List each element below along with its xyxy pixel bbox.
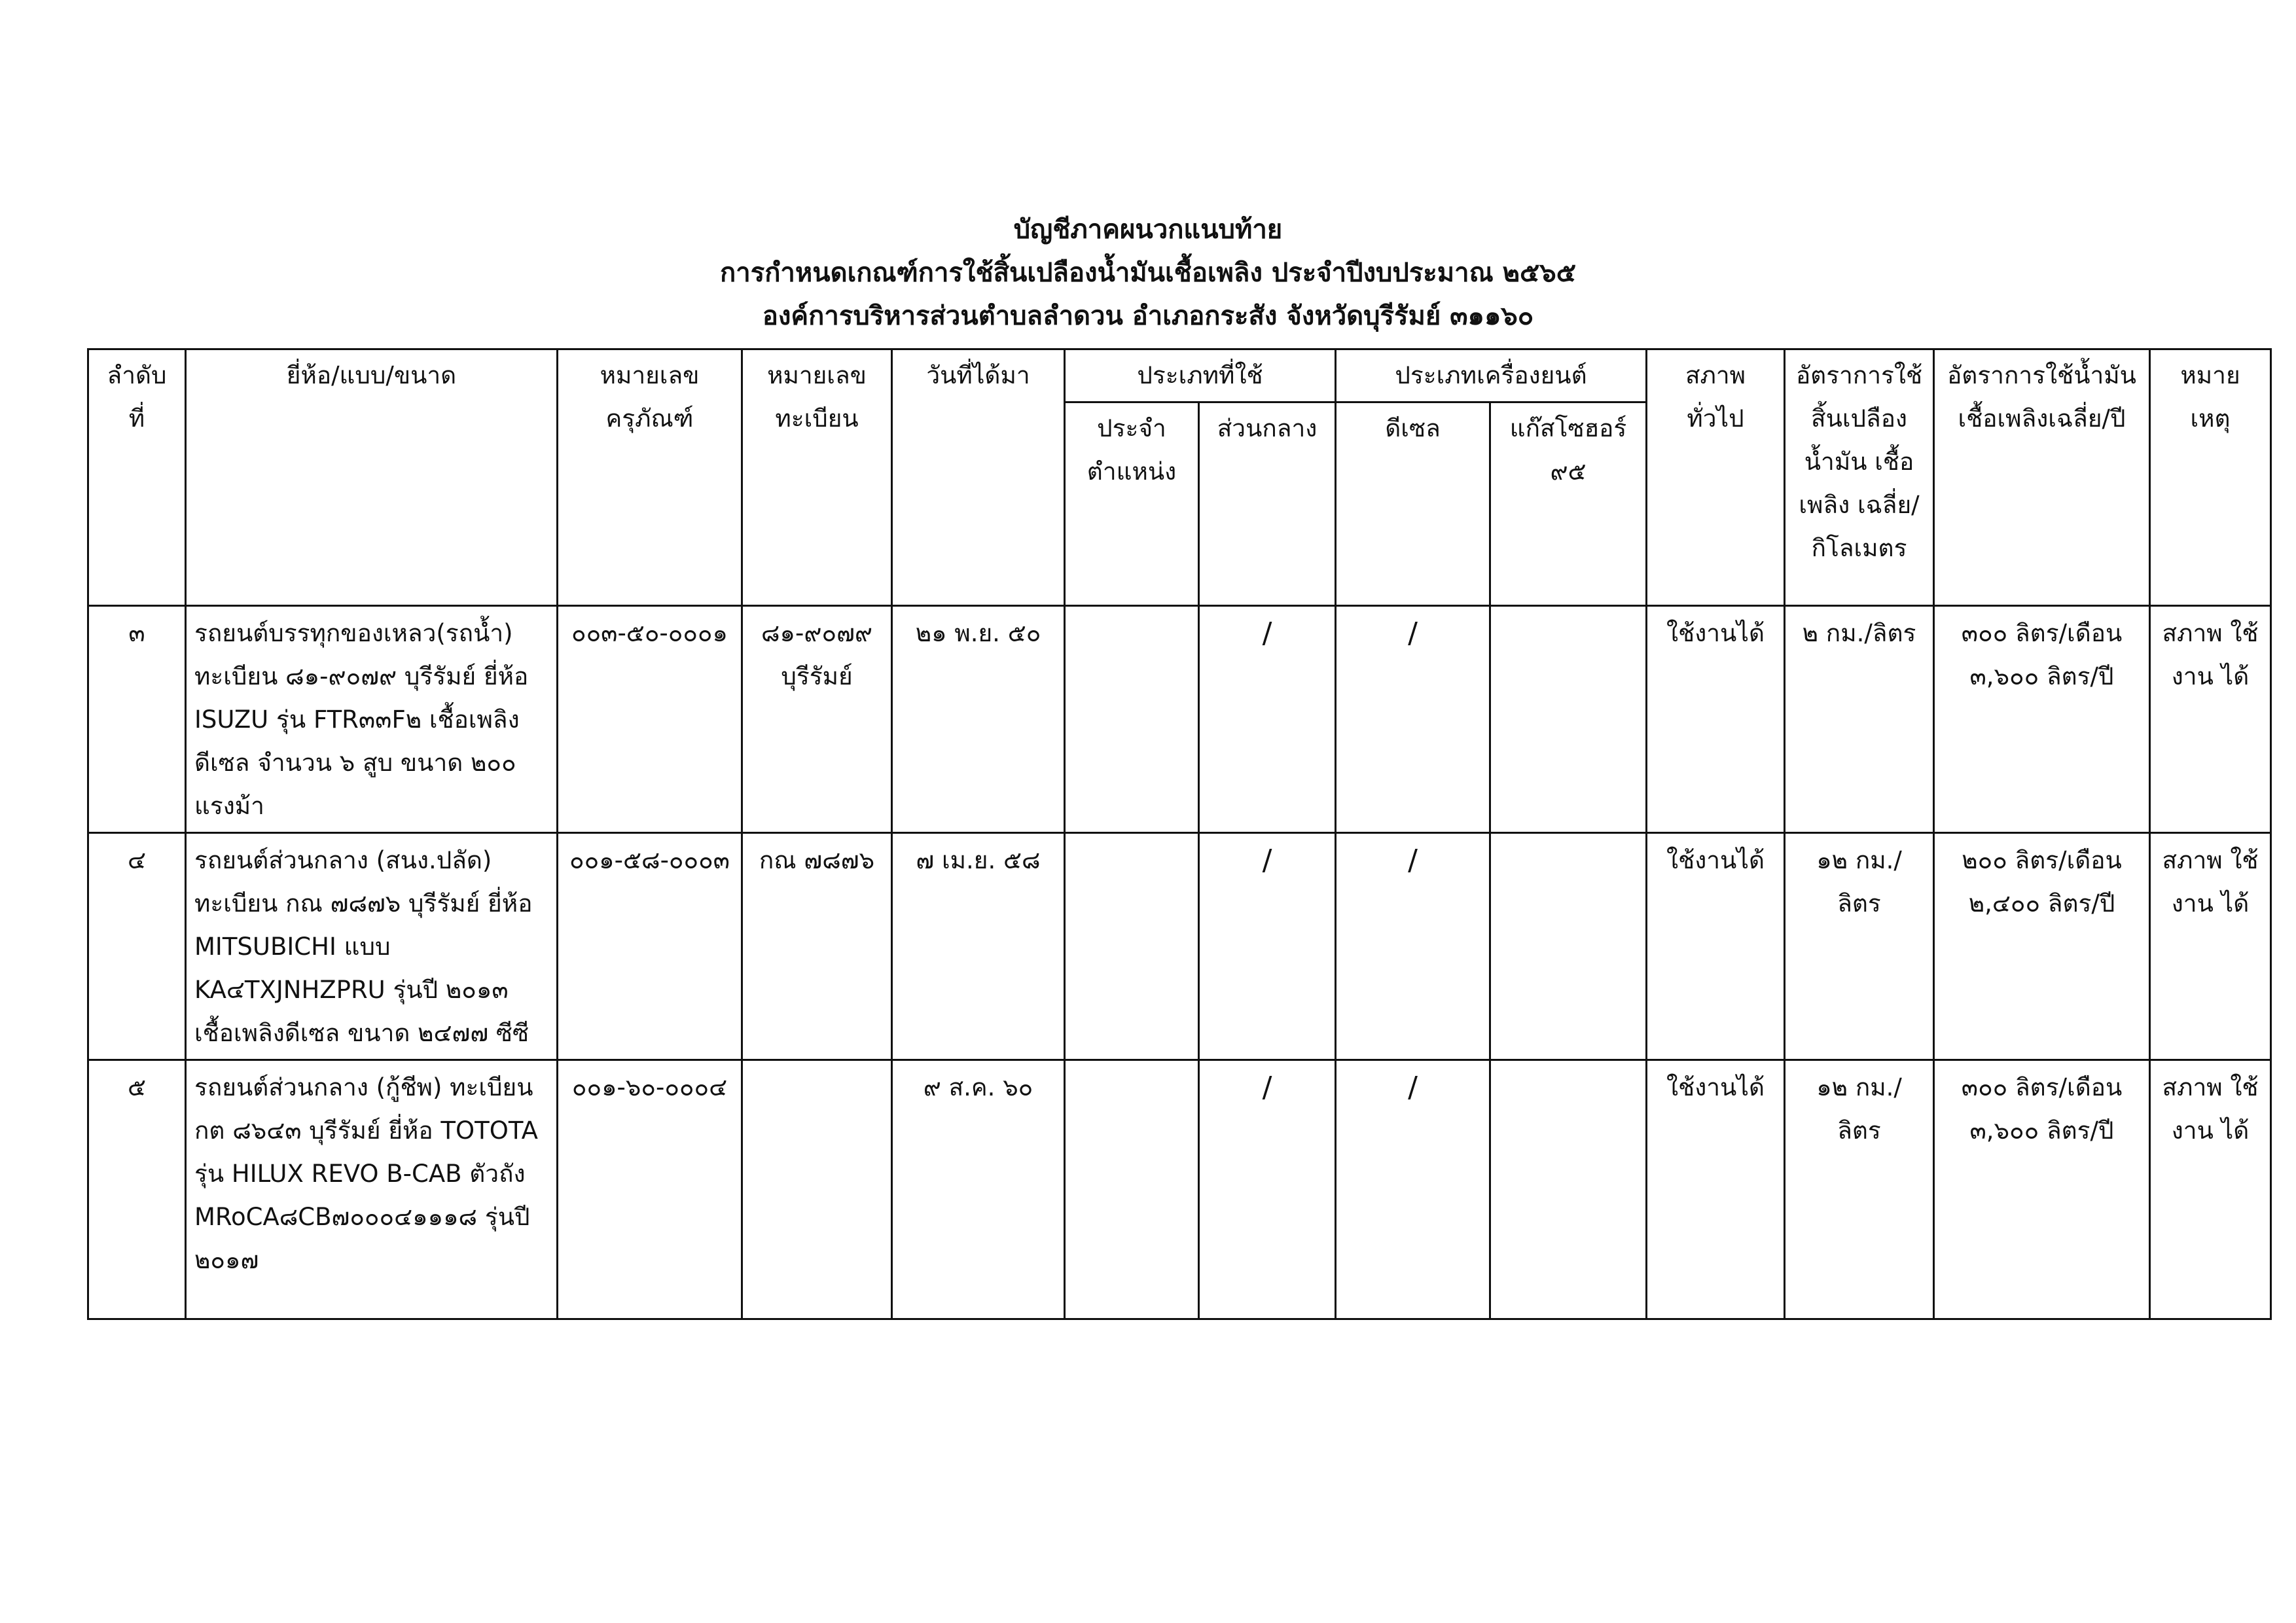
col-header-engine-gasohol: แก๊สโซฮอร์ ๙๕ <box>1490 402 1647 606</box>
cell-condition: ใช้งานได้ <box>1647 1060 1785 1319</box>
cell-remark: สภาพ ใช้งาน ได้ <box>2150 1060 2271 1319</box>
cell-consumption-rate: ๒ กม./ลิตร <box>1785 606 1934 833</box>
cell-no: ๔ <box>88 833 186 1060</box>
cell-usage-central <box>1199 833 1336 1060</box>
cell-fuel-use <box>1934 833 2150 1060</box>
cell-reg-no <box>742 1060 892 1319</box>
col-header-usage-position: ประจำ ตำแหน่ง <box>1065 402 1199 606</box>
col-header-usage-type: ประเภทที่ใช้ <box>1065 349 1336 402</box>
col-header-remark: หมาย เหตุ <box>2150 349 2271 606</box>
cell-no: ๓ <box>88 606 186 833</box>
cell-asset-no: ๐๐๓-๕๐-๐๐๐๑ <box>558 606 742 833</box>
fuel-per-year: ๒,๔๐๐ ลิตร/ปี <box>1968 889 2115 918</box>
cell-usage-position <box>1065 606 1199 833</box>
check-mark: / <box>1262 616 1272 650</box>
cell-date: ๙ ส.ค. ๖๐ <box>892 1060 1065 1319</box>
col-header-asset-no: หมายเลขครุภัณฑ์ <box>558 349 742 606</box>
title-line-3: องค์การบริหารส่วนตำบลลำดวน อำเภอกระสัง จังหวัดบุรีรัมย์ ๓๑๑๖๐ <box>762 301 1534 331</box>
cell-reg-no: ๘๑-๙๐๗๙ บุรีรัมย์ <box>742 606 892 833</box>
check-mark: / <box>1262 844 1272 877</box>
header-row-top <box>88 349 2271 402</box>
fuel-per-year: ๓,๖๐๐ ลิตร/ปี <box>1969 1116 2114 1145</box>
cell-condition: ใช้งานได้ <box>1647 606 1785 833</box>
fuel-per-year: ๓,๖๐๐ ลิตร/ปี <box>1969 662 2114 690</box>
fuel-per-month: ๒๐๐ ลิตร/เดือน <box>1962 846 2122 874</box>
col-header-date-acquired: วันที่ได้มา <box>892 349 1065 606</box>
cell-remark: สภาพ ใช้งาน ได้ <box>2150 606 2271 833</box>
fuel-per-month: ๓๐๐ ลิตร/เดือน <box>1961 619 2123 647</box>
cell-consumption-rate: ๑๒ กม./ ลิตร <box>1785 833 1934 1060</box>
col-header-no: ลำดับ ที่ <box>88 349 186 606</box>
col-header-fuel-per-year: อัตราการใช้น้ำมัน เชื้อเพลิงเฉลี่ย/ปี <box>1934 349 2150 606</box>
fuel-criteria-table <box>87 348 2272 1320</box>
cell-consumption-rate: ๑๒ กม./ ลิตร <box>1785 1060 1934 1319</box>
cell-brand: รถยนต์บรรทุกของเหลว(รถน้ำ) ทะเบียน ๘๑-๙๐๗๙ บุรีรัมย์ ยี่ห้อ ISUZU รุ่น FTR๓๓F๒ เชื้อเพลิง ดีเซล จำนวน ๖ สูบ ขนาด ๒๐๐ แรงม้า <box>186 606 558 833</box>
cell-usage-central <box>1199 606 1336 833</box>
check-mark: / <box>1408 844 1418 877</box>
check-mark: / <box>1262 1071 1272 1104</box>
cell-asset-no: ๐๐๑-๖๐-๐๐๐๔ <box>558 1060 742 1319</box>
document-title-block <box>0 208 2296 338</box>
col-header-condition: สภาพ ทั่วไป <box>1647 349 1785 606</box>
title-line-2: การกำหนดเกณฑ์การใช้สิ้นเปลืองน้ำมันเชื้อเพลิง ประจำปีงบประมาณ ๒๕๖๕ <box>720 258 1576 288</box>
fuel-per-month: ๓๐๐ ลิตร/เดือน <box>1961 1073 2123 1101</box>
cell-date: ๒๑ พ.ย. ๕๐ <box>892 606 1065 833</box>
cell-no: ๕ <box>88 1060 186 1319</box>
cell-usage-central <box>1199 1060 1336 1319</box>
cell-usage-position <box>1065 833 1199 1060</box>
cell-remark: สภาพ ใช้งาน ได้ <box>2150 833 2271 1060</box>
cell-engine-gasohol <box>1490 606 1647 833</box>
cell-fuel-use <box>1934 1060 2150 1319</box>
table-row <box>88 606 2271 833</box>
cell-engine-diesel <box>1336 833 1490 1060</box>
check-mark: / <box>1408 1071 1418 1104</box>
cell-engine-diesel <box>1336 606 1490 833</box>
cell-engine-gasohol <box>1490 833 1647 1060</box>
cell-engine-diesel <box>1336 1060 1490 1319</box>
table-row <box>88 1060 2271 1319</box>
cell-brand: รถยนต์ส่วนกลาง (กู้ชีพ) ทะเบียน กต ๘๖๔๓ บุรีรัมย์ ยี่ห้อ TOTOTA รุ่น HILUX REVO B-CAB ตัวถัง MRoCA๘CB๗๐๐๐๔๑๑๑๘ รุ่นปี ๒๐๑๗ <box>186 1060 558 1319</box>
cell-asset-no: ๐๐๑-๕๘-๐๐๐๓ <box>558 833 742 1060</box>
table-row <box>88 833 2271 1060</box>
cell-usage-position <box>1065 1060 1199 1319</box>
col-header-reg-no: หมายเลข ทะเบียน <box>742 349 892 606</box>
check-mark: / <box>1408 616 1418 650</box>
col-header-brand: ยี่ห้อ/แบบ/ขนาด <box>186 349 558 606</box>
col-header-consumption-rate: อัตราการใช้ สิ้นเปลือง น้ำมัน เชื้อเพลิง เฉลี่ย/ กิโลเมตร <box>1785 349 1934 606</box>
col-header-engine-type: ประเภทเครื่องยนต์ <box>1336 349 1647 402</box>
cell-engine-gasohol <box>1490 1060 1647 1319</box>
col-header-usage-central: ส่วนกลาง <box>1199 402 1336 606</box>
col-header-engine-diesel: ดีเซล <box>1336 402 1490 606</box>
cell-fuel-use <box>1934 606 2150 833</box>
cell-condition: ใช้งานได้ <box>1647 833 1785 1060</box>
cell-reg-no: กณ ๗๘๗๖ <box>742 833 892 1060</box>
cell-date: ๗ เม.ย. ๕๘ <box>892 833 1065 1060</box>
cell-brand: รถยนต์ส่วนกลาง (สนง.ปลัด) ทะเบียน กณ ๗๘๗๖ บุรีรัมย์ ยี่ห้อ MITSUBICHI แบบ KA๔TXJNHZPRU รุ่นปี ๒๐๑๓ เชื้อเพลิงดีเซล ขนาด ๒๔๗๗ ซีซี <box>186 833 558 1060</box>
title-line-1: บัญชีภาคผนวกแนบท้าย <box>1013 215 1283 245</box>
